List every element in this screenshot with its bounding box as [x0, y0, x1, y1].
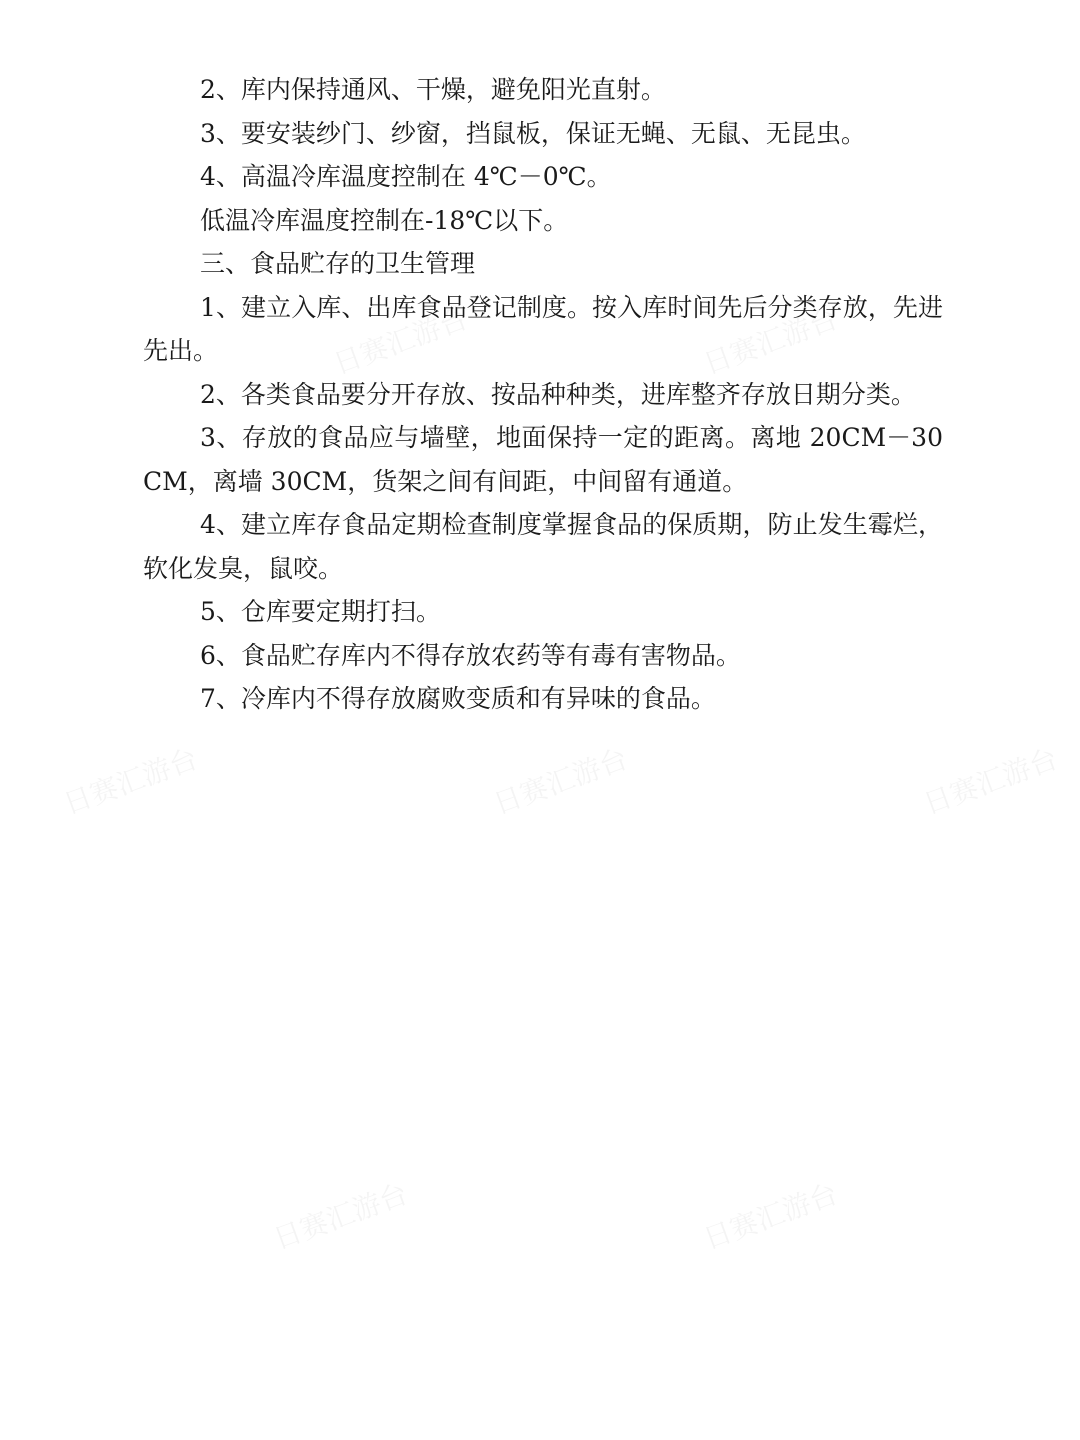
paragraph: 7、冷库内不得存放腐败变质和有异味的食品。	[200, 684, 716, 713]
paragraph: 2、各类食品要分开存放、按品种种类，进库整齐存放日期分类。	[200, 379, 916, 409]
paragraph: 3、要安装纱门、纱窗，挡鼠板，保证无蝇、无鼠、无昆虫。	[200, 118, 866, 148]
watermark	[917, 737, 1062, 822]
paragraph: 5、仓库要定期打扫。	[200, 597, 441, 626]
paragraph: 3、存放的食品应与墙壁，地面保持一定的距离。离地 20CM－30CM，离墙 30CM，货架之间有间距，中间留有通道。	[143, 423, 943, 496]
watermark	[57, 737, 202, 822]
document-body	[143, 68, 943, 721]
section-heading: 三、食品贮存的卫生管理	[200, 249, 476, 278]
paragraph: 2、库内保持通风、干燥，避免阳光直射。	[200, 75, 666, 104]
paragraph: 低温冷库温度控制在-18℃以下。	[200, 205, 569, 235]
paragraph: 6、食品贮存库内不得存放农药等有毒有害物品。	[200, 640, 741, 670]
paragraph: 1、建立入库、出库食品登记制度。按入库时间先后分类存放，先进先出。	[143, 292, 943, 365]
paragraph: 4、建立库存食品定期检查制度掌握食品的保质期，防止发生霉烂，软化发臭，鼠咬。	[143, 510, 943, 583]
watermark	[697, 1172, 842, 1257]
watermark	[487, 737, 632, 822]
watermark	[267, 1172, 412, 1257]
paragraph: 4、高温冷库温度控制在 4℃－0℃。	[200, 162, 612, 191]
